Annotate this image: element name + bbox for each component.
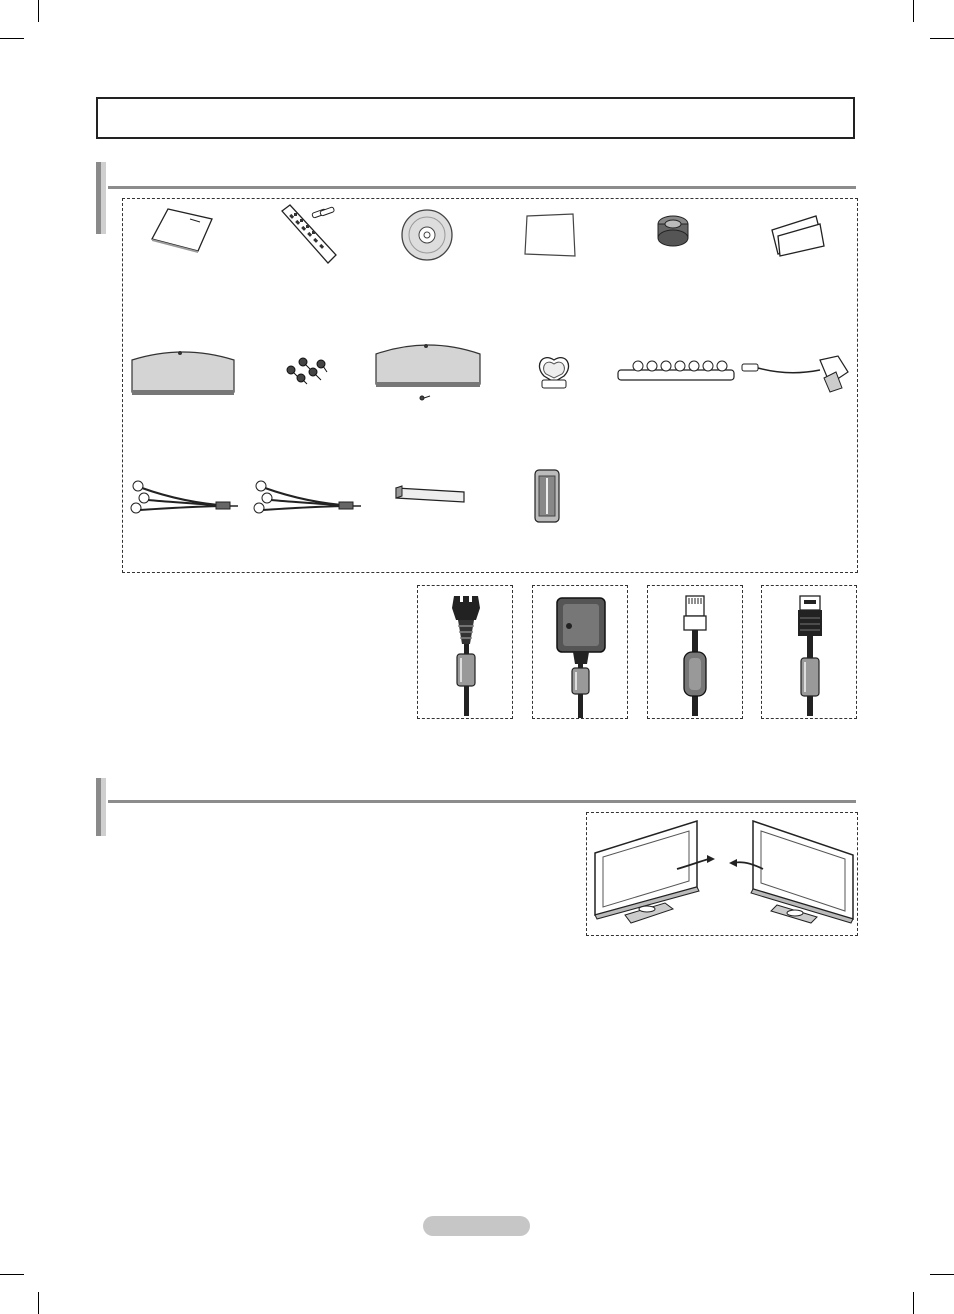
- crop-mark-br-v: [913, 1292, 914, 1314]
- remote-control-icon: [276, 203, 340, 269]
- cover-stand-large-icon: [130, 348, 236, 398]
- lan-cable-ferrite-box: [647, 585, 743, 719]
- cover-bottom-icon: [655, 214, 691, 248]
- swivel-illustration-box: [586, 812, 858, 936]
- ferrite-core-icon: [533, 468, 561, 524]
- section-marker-swivel: [96, 778, 108, 836]
- owners-instructions-icon: [150, 205, 220, 253]
- adapter-ferrite-box: [532, 585, 628, 719]
- av-cable-icon: [130, 478, 240, 516]
- screws-icon: [285, 356, 329, 386]
- section-marker-accessories: [96, 162, 108, 234]
- crop-mark-br-h: [930, 1274, 954, 1275]
- crop-mark-tl-h: [0, 38, 24, 39]
- tv-left-illustration: [595, 821, 715, 923]
- cover-stand-with-screw-icon: [374, 340, 482, 406]
- hdmi-cable-ferrite-box: [761, 585, 857, 719]
- power-cord-ferrite-box: [417, 585, 513, 719]
- crop-mark-tr-h: [930, 38, 954, 39]
- program-cd-icon: [400, 208, 454, 262]
- warranty-card-icon: [770, 212, 826, 258]
- crop-mark-bl-v: [38, 1292, 39, 1314]
- cable-holder-icon: [616, 356, 736, 382]
- holder-ring-icon: [534, 354, 574, 390]
- scart-cable-icon: [740, 354, 852, 394]
- component-cable-icon: [253, 478, 363, 516]
- stand-cover-bar-icon: [392, 484, 468, 506]
- crop-mark-bl-h: [0, 1274, 24, 1275]
- cleaning-cloth-icon: [523, 212, 579, 258]
- section-rule-accessories: [108, 186, 856, 189]
- crop-mark-tr-v: [913, 0, 914, 22]
- page-number-pill: [423, 1216, 530, 1236]
- crop-mark-tl-v: [38, 0, 39, 22]
- tv-right-illustration: [729, 821, 853, 923]
- page-title-box: [96, 97, 855, 139]
- section-rule-swivel: [108, 800, 856, 803]
